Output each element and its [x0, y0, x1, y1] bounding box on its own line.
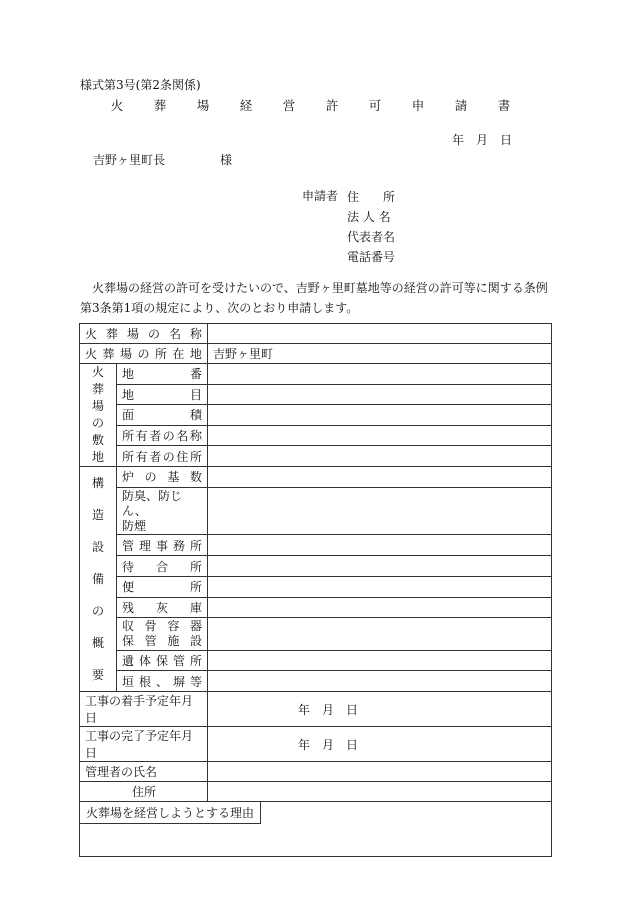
statement: 火葬場の経営の許可を受けたいので、吉野ヶ里町墓地等の経営の許可等に関する条例第3条第1項の規定により、次のとおり申請します。 [80, 281, 548, 315]
site-item-label [117, 405, 208, 426]
application-table [79, 323, 552, 802]
manager-address-label: 住所 [80, 782, 208, 802]
site-item-value[interactable] [208, 425, 552, 446]
location-label [80, 344, 208, 364]
structure-item-text: 保 管 施 設 [122, 633, 202, 648]
name-value[interactable] [208, 324, 552, 344]
structure-item-text: 防煙 [122, 518, 147, 533]
structure-item-value[interactable] [208, 576, 552, 597]
structure-item-text: 残 灰 庫 [122, 600, 202, 615]
site-item-value[interactable] [208, 384, 552, 405]
structure-item-value[interactable] [208, 467, 552, 488]
applicant-corporate-name: 法 人 名 [347, 210, 391, 224]
document-title: 火 葬 場 経 営 許 可 申 請 書 [110, 98, 520, 113]
structure-item-label [117, 556, 208, 577]
site-item-value[interactable] [208, 405, 552, 426]
structure-item-label [117, 597, 208, 618]
structure-item-value[interactable] [208, 618, 552, 650]
end-date-value[interactable]: 年 月 日 [208, 727, 552, 762]
structure-item-value[interactable] [208, 535, 552, 556]
applicant-representative: 代表者名 [347, 230, 396, 244]
site-item-text: 面 積 [122, 408, 202, 423]
start-date-label: 工事の着手予定年月日 [80, 692, 208, 727]
structure-item-text: 管 理 事 務 所 [122, 538, 202, 553]
reason-label: 火葬場を経営しようとする理由 [80, 802, 261, 824]
site-item-text: 地 目 [122, 387, 202, 402]
site-item-value[interactable] [208, 364, 552, 385]
structure-item-label [117, 671, 208, 692]
start-date-value[interactable]: 年 月 日 [208, 692, 552, 727]
site-item-label [117, 364, 208, 385]
date-line: 年 月 日 [452, 133, 513, 147]
structure-item-label [117, 618, 208, 650]
structure-item-label [117, 487, 208, 535]
applicant-address: 住 所 [347, 190, 396, 204]
structure-item-text: 便 所 [122, 580, 202, 595]
structure-item-text: 待 合 所 [122, 559, 202, 574]
structure-group-label: 構 造 設 備 の 概 要 [80, 467, 117, 692]
structure-item-value[interactable] [208, 487, 552, 535]
structure-item-text: 垣 根 、 塀 等 [122, 674, 202, 689]
structure-item-label [117, 576, 208, 597]
site-item-label [117, 384, 208, 405]
structure-item-text: 遺 体 保 管 所 [122, 653, 202, 668]
site-item-label [117, 425, 208, 446]
site-item-text: 所 有 者 の 名 称 [122, 429, 202, 444]
structure-item-value[interactable] [208, 650, 552, 671]
structure-item-value[interactable] [208, 671, 552, 692]
structure-item-label [117, 535, 208, 556]
structure-item-text: 防臭、防じん、 [122, 488, 183, 518]
manager-address-value[interactable] [208, 782, 552, 802]
location-label-text: 火 葬 場 の 所 在 地 [85, 347, 202, 361]
manager-name-label: 管理者の氏名 [80, 762, 208, 782]
structure-item-text: 収 骨 容 器 [122, 618, 202, 633]
site-group-label: 火 葬 場 の 敷 地 [80, 364, 117, 467]
end-date-label: 工事の完了予定年月日 [80, 727, 208, 762]
applicant-fields [347, 187, 395, 267]
site-item-text: 地 番 [122, 367, 202, 382]
site-item-text: 所 有 者 の 住 所 [122, 449, 202, 464]
reason-box [79, 802, 552, 857]
manager-name-value[interactable] [208, 762, 552, 782]
applicant-label: 申請者 [302, 189, 339, 203]
structure-item-label [117, 467, 208, 488]
structure-item-value[interactable] [208, 597, 552, 618]
name-label-text: 火 葬 場 の 名 称 [85, 327, 202, 341]
structure-item-label [117, 650, 208, 671]
form-number: 様式第3号(第2条関係) [80, 78, 201, 92]
addressee: 吉野ヶ里町長 [93, 153, 166, 167]
name-label [80, 324, 208, 344]
structure-item-text: 炉 の 基 数 [122, 470, 202, 485]
site-item-value[interactable] [208, 446, 552, 467]
site-item-label [117, 446, 208, 467]
honorific: 様 [220, 153, 233, 167]
location-value[interactable]: 吉野ヶ里町 [208, 344, 552, 364]
applicant-phone: 電話番号 [347, 250, 396, 264]
structure-item-value[interactable] [208, 556, 552, 577]
